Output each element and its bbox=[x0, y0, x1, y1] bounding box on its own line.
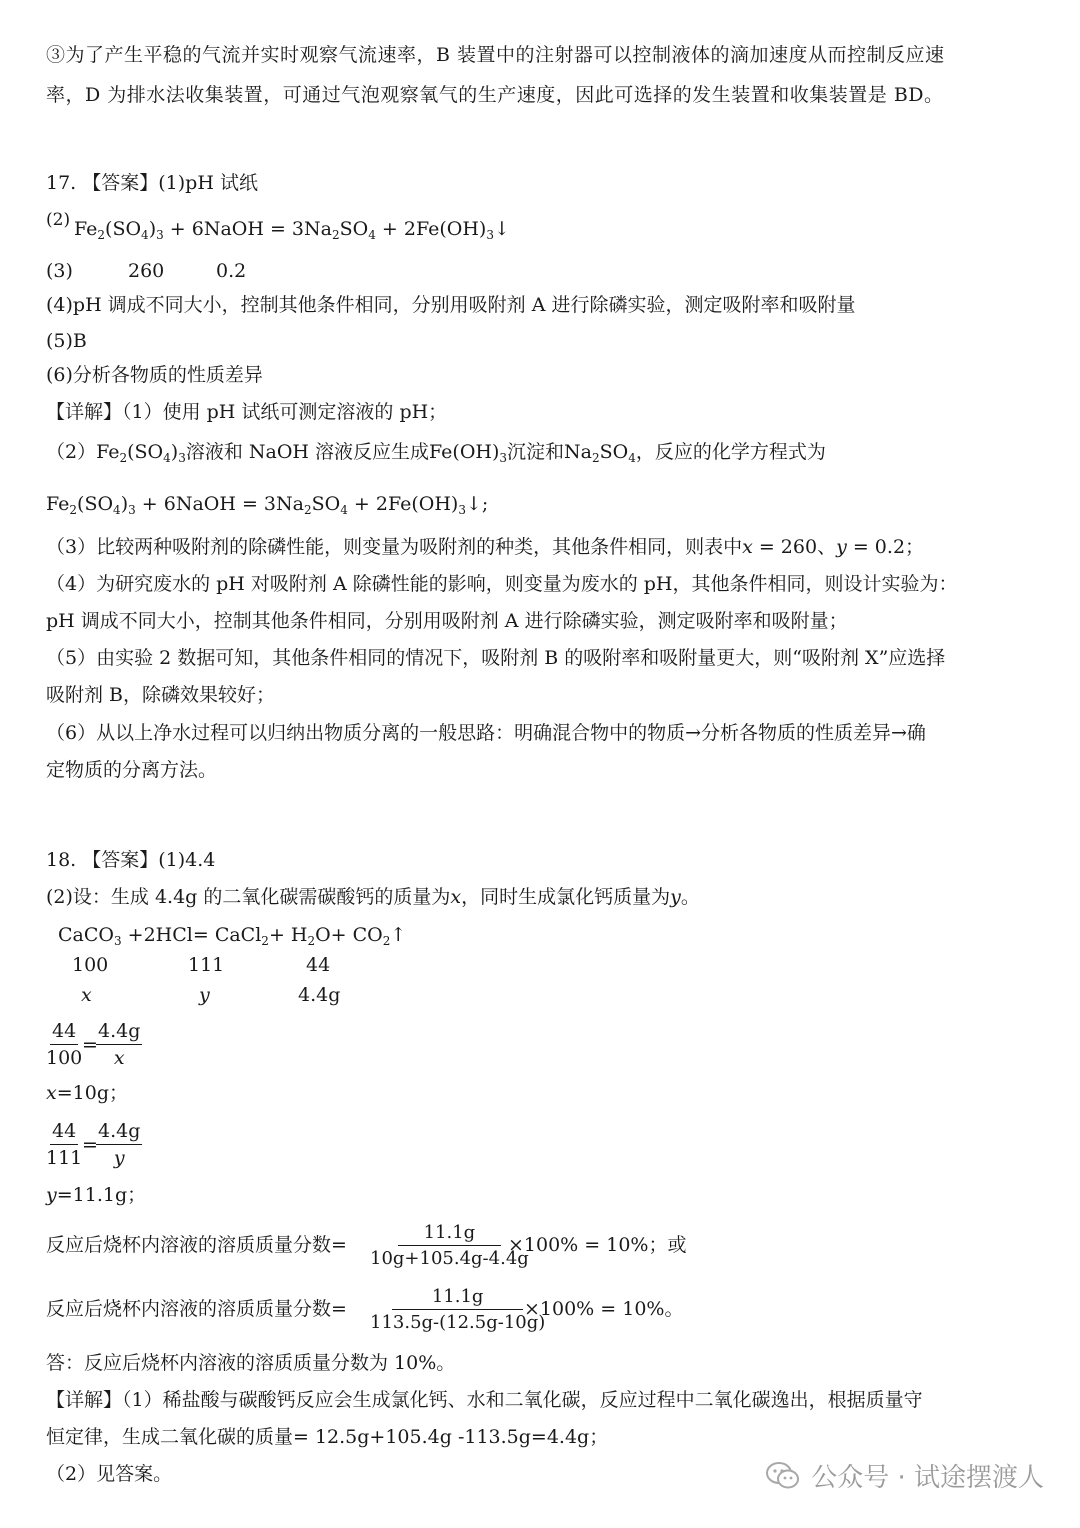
watermark-text: 公众号 · 试途摆渡人 bbox=[811, 1463, 1044, 1493]
fraction: 11.1g 113.5g-(12.5g-10g) bbox=[370, 1286, 546, 1333]
q17-a2-label: (2) bbox=[46, 210, 71, 230]
q17-a3-label: (3) bbox=[46, 260, 73, 282]
wechat-icon bbox=[765, 1461, 801, 1491]
q18-detail-2: （2）见答案。 bbox=[46, 1463, 173, 1485]
q18-result-label: 反应后烧杯内溶液的溶质质量分数= bbox=[46, 1234, 347, 1256]
fraction: 44 111 bbox=[46, 1120, 83, 1169]
q18-answer: 答：反应后烧杯内溶液的溶质质量分数为 10%。 bbox=[46, 1352, 456, 1374]
q17-a4: (4)pH 调成不同大小，控制其他条件相同，分别用吸附剂 A 进行除磷实验，测定吸附率和吸附量 bbox=[46, 294, 856, 316]
q18-detail-1: 恒定律，生成二氧化碳的质量= 12.5g+105.4g -113.5g=4.4g； bbox=[46, 1426, 609, 1448]
q17-detail-6: 定物质的分离方法。 bbox=[46, 759, 218, 781]
fraction: 11.1g 10g+105.4g-4.4g bbox=[370, 1222, 529, 1269]
var-x: x bbox=[742, 536, 753, 558]
q17-detail-6: （6）从以上净水过程可以归纳出物质分离的一般思路：明确混合物中的物质→分析各物质的性质差异→确 bbox=[46, 722, 926, 744]
q17-detail-5: （5）由实验 2 数据可知，其他条件相同的情况下，吸附剂 B 的吸附率和吸附量更大，则“吸附剂 X”应选择 bbox=[46, 647, 946, 669]
q17-detail-5: 吸附剂 B，除磷效果较好； bbox=[46, 684, 276, 706]
equals-sign: = bbox=[82, 1134, 98, 1156]
q17-detail-3: （3）比较两种吸附剂的除磷性能，则变量为吸附剂的种类，其他条件相同，则表中x = 260、y = 0.2； bbox=[46, 536, 925, 558]
watermark bbox=[765, 1457, 1044, 1494]
q17-detail-2-text: 溶液和 NaOH 溶液反应生成 bbox=[185, 441, 430, 463]
q18-eq-var: 4.4g bbox=[298, 984, 341, 1006]
q17-detail-2-text: ，反应的化学方程式为 bbox=[635, 441, 826, 463]
q18-result-tail: ×100% = 10%；或 bbox=[508, 1234, 687, 1256]
q18-result-label: 反应后烧杯内溶液的溶质质量分数= bbox=[46, 1298, 347, 1320]
q17-a6: (6)分析各物质的性质差异 bbox=[46, 364, 263, 386]
q17-a2-equation: $Fe_2(SO_4)_3$ + 6NaOH = $3Na_2SO_4$ + $2Fe(OH)_3↓$ bbox=[74, 218, 510, 242]
q17-detail-2-equation: $Fe_2(SO_4)_3$ + 6NaOH = $3Na_2SO_4$ + $2Fe(OH)_3↓$; bbox=[46, 493, 489, 517]
q17-detail-4: （4）为研究废水的 pH 对吸附剂 A 除磷性能的影响，则变量为废水的 pH，其他条件相同，则设计实验为： bbox=[46, 573, 958, 595]
q17-detail-2-prefix: （2） bbox=[46, 441, 97, 463]
var-y: y bbox=[836, 536, 847, 558]
q18-eq-var: x bbox=[81, 984, 92, 1006]
fraction: 44 100 bbox=[46, 1020, 83, 1069]
fraction: 4.4g x bbox=[98, 1020, 141, 1069]
q17-heading: 17. 【答案】(1)pH 试纸 bbox=[46, 172, 258, 194]
q18-eq-coef: 100 bbox=[72, 954, 109, 976]
q18-reaction-equation: CaCO$_3$ +2HCl= CaCl$_2$+ $H_2O+$ $CO_2↑$ bbox=[58, 924, 407, 948]
q18-result-tail: ×100% = 10%。 bbox=[524, 1298, 684, 1320]
q17-a3-value: 260 bbox=[128, 260, 165, 282]
q17-detail-2-text: 沉淀和 bbox=[507, 441, 565, 463]
q17-detail-2: $(2)Fe_2(SO_4)_3$溶液和 NaOH 溶液反应生成$Fe(OH)_3$沉淀和$Na_2SO_4$，反应的化学方程式为 bbox=[46, 441, 826, 465]
q18-a2: (2)设：生成 4.4g 的二氧化碳需碳酸钙的质量为x，同时生成氯化钙质量为y。 bbox=[46, 886, 700, 908]
q18-y-result: y=11.1g； bbox=[46, 1184, 147, 1206]
paragraph-line: 率，D 为排水法收集装置，可通过气泡观察氧气的生产速度，因此可选择的发生装置和收集装置是 BD。 bbox=[46, 84, 944, 106]
q18-eq-var: y bbox=[199, 984, 210, 1006]
q17-detail-4: pH 调成不同大小，控制其他条件相同，分别用吸附剂 A 进行除磷实验，测定吸附率和吸附量； bbox=[46, 610, 848, 632]
q17-a3-value: 0.2 bbox=[216, 260, 247, 282]
q17-detail-1: 【详解】（1）使用 pH 试纸可测定溶液的 pH； bbox=[46, 401, 448, 423]
fraction: 4.4g y bbox=[98, 1120, 141, 1169]
equals-sign: = bbox=[82, 1034, 98, 1056]
q18-x-result: x=10g； bbox=[46, 1082, 128, 1104]
q18-eq-coef: 111 bbox=[188, 954, 225, 976]
q18-eq-coef: 44 bbox=[306, 954, 331, 976]
q18-heading: 18. 【答案】(1)4.4 bbox=[46, 849, 216, 871]
q17-a5: (5)B bbox=[46, 330, 87, 352]
paragraph-line: ③为了产生平稳的气流并实时观察气流速率，B 装置中的注射器可以控制液体的滴加速度从而控制反应速 bbox=[46, 44, 945, 66]
q18-detail-1: 【详解】（1）稀盐酸与碳酸钙反应会生成氯化钙、水和二氧化碳，反应过程中二氧化碳逸出，根据质量守 bbox=[46, 1389, 923, 1411]
